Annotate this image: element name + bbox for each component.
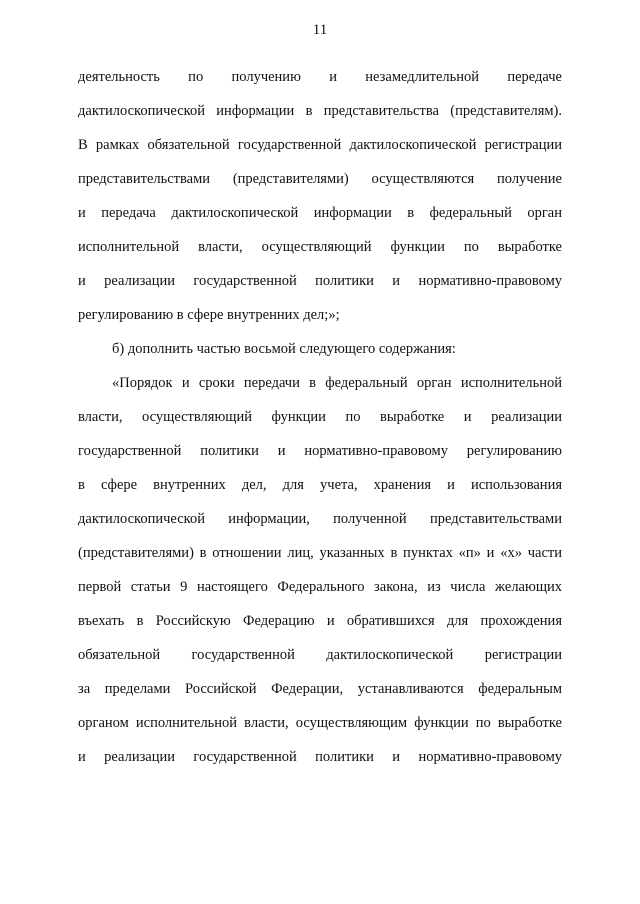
page-number: 11 [312,22,328,38]
text-line-16: первой статьи 9 настоящего Федерального закона, из числа желающих [78,579,562,595]
text-line-17: въехать в Российскую Федерацию и обратившихся для прохождения [78,613,562,629]
text-line-20: органом исполнительной власти, осуществляющим функции по выработке [78,715,562,731]
text-line-7: и реализации государственной политики и нормативно-правовому [78,273,562,289]
text-line-21: и реализации государственной политики и нормативно-правовому [78,749,562,765]
text-line-13: в сфере внутренних дел, для учета, хранения и использования [78,477,562,493]
text-line-12: государственной политики и нормативно-правовому регулированию [78,443,562,459]
text-line-18: обязательной государственной дактилоскопической регистрации [78,647,562,663]
text-line-8: регулированию в сфере внутренних дел;»; [78,307,340,323]
text-line-1: деятельность по получению и незамедлительной передаче [78,69,562,85]
text-line-2: дактилоскопической информации в представительства (представителям). [78,103,562,119]
text-line-19: за пределами Российской Федерации, устанавливаются федеральным [78,681,562,697]
text-line-10: «Порядок и сроки передачи в федеральный орган исполнительной [112,375,562,391]
text-line-4: представительствами (представителями) осуществляются получение [78,171,562,187]
text-line-3: В рамках обязательной государственной дактилоскопической регистрации [78,137,562,153]
text-line-14: дактилоскопической информации, полученной представительствами [78,511,562,527]
text-line-15: (представителями) в отношении лиц, указанных в пунктах «п» и «х» части [78,545,562,561]
text-line-6: исполнительной власти, осуществляющий функции по выработке [78,239,562,255]
text-line-5: и передача дактилоскопической информации в федеральный орган [78,205,562,221]
text-line-9: б) дополнить частью восьмой следующего содержания: [112,341,456,357]
text-line-11: власти, осуществляющий функции по выработке и реализации [78,409,562,425]
